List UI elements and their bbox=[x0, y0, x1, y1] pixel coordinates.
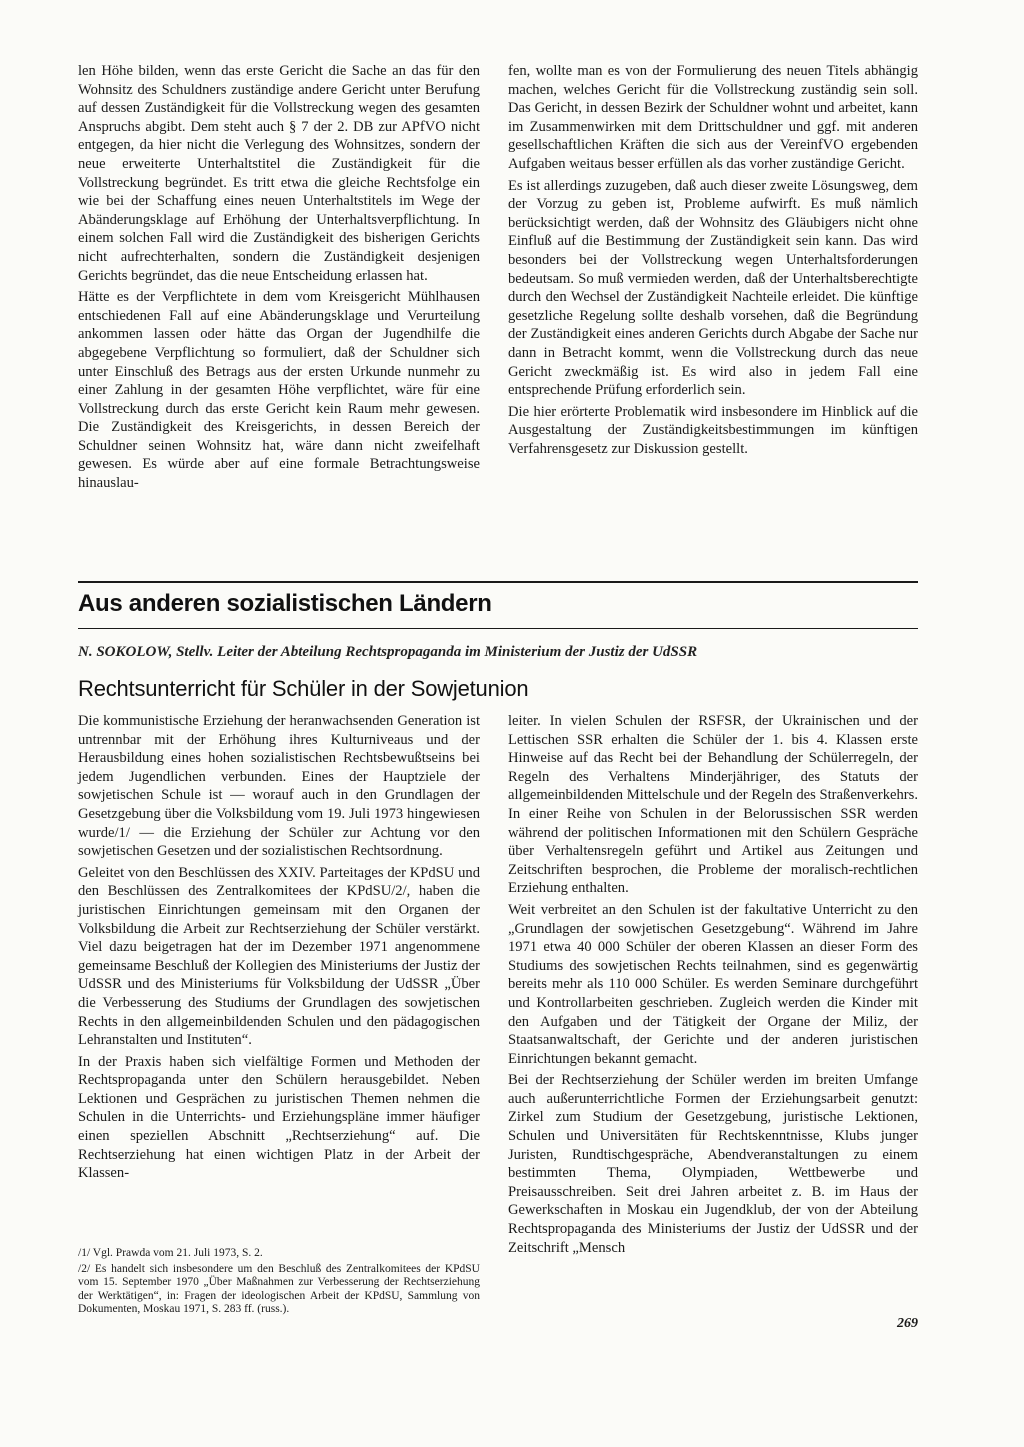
paragraph: Geleitet von den Beschlüssen des XXIV. Parteitages der KPdSU und den Beschlüssen des Zentralkomitees der KPdSU/2/, haben die juristischen Einrichtungen gemeinsam mit den Organen der Volksbildung die Arbeit zur Rechtserziehung der Schüler verstärkt. Viel dazu beigetragen hat der im Dezember 1971 angenommene gemeinsame Beschluß der Kollegien des Ministeriums der Justiz der UdSSR und des Ministeriums für Volksbildung der UdSSR „Über die Verbesserung des Studiums der Grundlagen des sowjetischen Rechts in den allgemeinbildenden Schulen und den pädagogischen Lehranstalten und Instituten“. bbox=[78, 864, 480, 1049]
footnote: /1/ Vgl. Prawda vom 21. Juli 1973, S. 2. bbox=[78, 1247, 263, 1259]
article-right-column bbox=[508, 712, 918, 1260]
footnote: /2/ Es handelt sich insbesondere um den Beschluß des Zentralkomitees der KPdSU vom 15. September 1970 „Über Maßnahmen zur Verbesserung der Rechtserziehung der Werktätigen“, in: Fragen der ideologischen Arbeit der KPdSU, Sammlung von Dokumenten, Moskau 1971, S. 283 ff. (russ.). bbox=[78, 1263, 480, 1315]
continued-article-left-column bbox=[78, 62, 480, 496]
author-byline: N. SOKOLOW, Stellv. Leiter der Abteilung Rechtspropaganda im Ministerium der Justiz der UdSSR bbox=[78, 644, 698, 660]
paragraph: Es ist allerdings zuzugeben, daß auch dieser zweite Lösungsweg, dem der Vorzug zu geben ist, Probleme aufwirft. Es muß nämlich berücksichtigt werden, daß der Wohnsitz des Gläubigers nicht ohne Einfluß auf die Bestimmung der Zuständigkeit sein kann. Das wird besonders bei der Vollstreckung wegen Unterhaltsforderungen bedeutsam. So muß vermieden werden, daß der Unterhaltsberechtigte durch den Wechsel der Zuständigkeit Nachteile erleidet. Die künftige gesetzliche Regelung sollte deshalb vorsehen, daß die Begründung der Zuständigkeit eines anderen Gerichts durch Abgabe der Sache nur dann in Betracht kommt, wenn die Vollstreckung durch das neue Gericht zweckmäßig ist. Es wird also in jedem Fall eine entsprechende Prüfung erforderlich sein. bbox=[508, 177, 918, 399]
section-divider-bottom bbox=[78, 628, 918, 629]
footnotes bbox=[78, 1247, 480, 1319]
paragraph: fen, wollte man es von der Formulierung des neuen Titels abhängig machen, welches Gericht für die Vollstreckung zuständig sein soll. Das Gericht, in dessen Bezirk der Schuldner wohnt und arbeitet, kann im Zusammenwirken mit dem Drittschuldner und ggf. mit anderen gesellschaftlichen Kräften die sich aus der VereinfVO ergebenden Aufgaben weitaus besser erfüllen als das vorher zuständige Gericht. bbox=[508, 63, 918, 172]
paragraph: In der Praxis haben sich vielfältige Formen und Methoden der Rechtspropaganda unter den Schülern herausgebildet. Neben Lektionen und Gesprächen zu juristischen Themen nehmen die Schulen in die Unterrichts- und Erziehungspläne immer häufiger einen speziellen Abschnitt „Rechtserziehung“ auf. Die Rechtserziehung hat einen wichtigen Platz in der Arbeit der Klassen- bbox=[78, 1053, 480, 1182]
paragraph: leiter. In vielen Schulen der RSFSR, der Ukrainischen und der Lettischen SSR erhalten die Schüler der 1. bis 4. Klassen erste Hinweise auf das Recht bei der Behandlung der Schülerregeln, der Regeln des Verhaltens Minderjähriger, des Statuts der allgemeinbildenden Mittelschule und der Regeln des Straßenverkehrs. In einer Reihe von Schulen in der Belorussischen SSR werden während der politischen Informationen mit den Schülern Gespräche über Verhaltensregeln geführt und Artikel aus Zeitungen und Zeitschriften besprochen, die Probleme der moralisch-rechtlichen Erziehung enthalten. bbox=[508, 713, 918, 897]
paragraph: Die kommunistische Erziehung der heranwachsenden Generation ist untrennbar mit der Erhöhung ihres Kulturniveaus und der Herausbildung eines hohen sozialistischen Rechtsbewußtseins bei jedem Jugendlichen verbunden. Eines der Hauptziele der sowjetischen Schule ist — worauf auch in den Grundlagen der Gesetzgebung über die Volksbildung vom 19. Juli 1973 hingewiesen wurde/1/ — die Erziehung der Schüler zur Achtung vor den sowjetischen Gesetzen und der sozialistischen Rechtsordnung. bbox=[78, 713, 480, 860]
paragraph: Hätte es der Verpflichtete in dem vom Kreisgericht Mühlhausen entschiedenen Fall auf eine Abänderungsklage und Verurteilung ankommen lassen oder hätte das Organ der Jugendhilfe die abgegebene Verpflichtung so formuliert, daß der Schuldner sich unter Einschluß des Betrags aus der ersten Urkunde nunmehr zu einer Zahlung in der gesamten Höhe verpflichtet, wäre für eine Vollstreckung durch das erste Gericht kein Raum mehr gewesen. Die Zuständigkeit des Kreisgerichts, in dessen Bereich der Schuldner seinen Wohnsitz hat, wäre dann nicht zweifelhaft gewesen. Es würde aber auf eine formale Betrachtungsweise hinauslau- bbox=[78, 289, 480, 492]
article-title: Rechtsunterricht für Schüler in der Sowjetunion bbox=[78, 676, 529, 701]
section-heading: Aus anderen sozialistischen Ländern bbox=[78, 590, 492, 617]
paragraph: Die hier erörterte Problematik wird insbesondere im Hinblick auf die Ausgestaltung der Zuständigkeitsbestimmungen im künftigen Verfahrensgesetz zur Diskussion gestellt. bbox=[508, 403, 918, 457]
article-left-column bbox=[78, 712, 480, 1186]
section-divider-top bbox=[78, 581, 918, 583]
paragraph: len Höhe bilden, wenn das erste Gericht die Sache an das für den Wohnsitz des Schuldners zuständige andere Gericht unter Berufung auf dessen Zuständigkeit für die Vollstreckung wegen des gesamten Anspruchs abgibt. Dem steht auch § 7 der 2. DB zur APfVO nicht entgegen, da hier nicht die Verlegung des Wohnsitzes, sondern der neue erweiterte Unterhaltstitel die Zuständigkeit für die Vollstreckung begründet. Es tritt etwa die gleiche Rechtsfolge ein wie bei der Schaffung eines neuen Unterhaltstitels im Wege der Abänderungsklage auf Erhöhung der Unterhaltsverpflichtung. In einem solchen Fall wird die Zuständigkeit des bisherigen Gerichts nicht aufrechterhalten, sondern die Zuständigkeit desjenigen Gerichts begründet, das die neue Entscheidung erlassen hat. bbox=[78, 63, 480, 284]
page-number: 269 bbox=[897, 1316, 918, 1331]
paragraph: Weit verbreitet an den Schulen ist der fakultative Unterricht zu den „Grundlagen der sowjetischen Gesetzgebung“. Während im Jahre 1971 etwa 40 000 Schüler der oberen Klassen an dieser Form des Studiums des sowjetischen Rechts teilnahmen, sind es gegenwärtig bereits mehr als 110 000 Schüler. Es werden Seminare durchgeführt und Kontrollarbeiten geschrieben. Zugleich werden die Kinder mit den Aufgaben und der Tätigkeit der Organe der Miliz, der Staatsanwaltschaft, der Gerichte und der anderen juristischen Einrichtungen bekannt gemacht. bbox=[508, 901, 918, 1067]
continued-article-right-column bbox=[508, 62, 918, 461]
paragraph: Bei der Rechtserziehung der Schüler werden im breiten Umfange auch außerunterrichtliche Formen der Erziehungsarbeit genutzt: Zirkel zum Studium der Gesetzgebung, juristische Lektionen, Schulen und Universitäten für Rechtskenntnisse, Klubs junger Juristen, Rundtischgespräche, Abendveranstaltungen zu einem bestimmten Thema, Olympiaden, Wettbewerbe und Preisausschreiben. Seit drei Jahren arbeitet z. B. im Haus der Gewerkschaften in Moskau ein Jugendklub, der von der Abteilung Rechtspropaganda des Ministeriums der Justiz der UdSSR und der Zeitschrift „Mensch bbox=[508, 1072, 918, 1256]
